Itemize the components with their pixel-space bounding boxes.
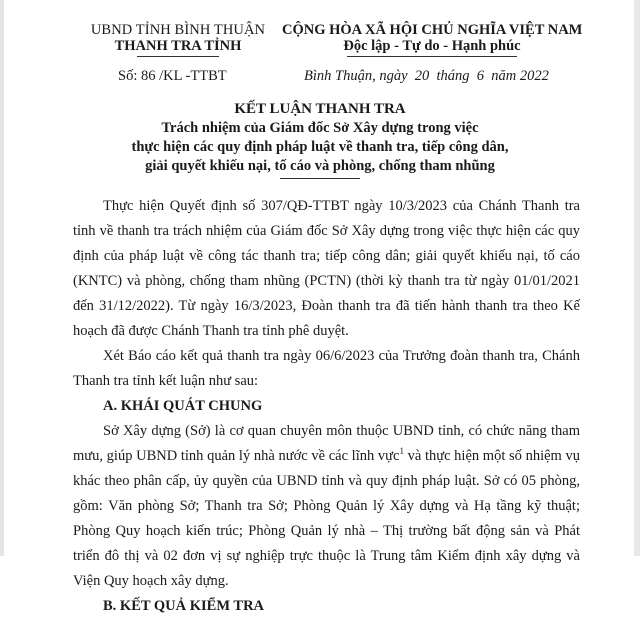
footnote-marker[interactable]: 1: [399, 446, 404, 457]
section-heading-b: B. KẾT QUẢ KIỂM TRA: [103, 598, 265, 614]
national-title: CỘNG HÒA XÃ HỘI CHỦ NGHĨA VIỆT NAM: [282, 22, 583, 38]
document-subtitle-line: Trách nhiệm của Giám đốc Sở Xây dựng trong việc: [161, 120, 479, 136]
header-left-underline: [137, 56, 219, 57]
section-heading-a: A. KHÁI QUÁT CHUNG: [103, 398, 263, 414]
body-paragraph: Xét Báo cáo kết quả thanh tra ngày 06/6/2023 của Trưởng đoàn thanh tra, Chánh Thanh tra tỉnh kết luận như sau:: [73, 348, 580, 389]
document-title: KẾT LUẬN THANH TRA: [234, 101, 406, 117]
document-subtitle-line: giải quyết khiếu nại, tố cáo và phòng, chống tham nhũng: [145, 158, 495, 174]
title-underline: [280, 178, 360, 179]
paragraph-text: Sở Xây dựng (Sở) là cơ quan chuyên môn thuộc UBND tỉnh, có chức năng tham mưu, giúp UBND tỉnh quản lý nhà nước về các lĩnh vực: [73, 423, 580, 464]
paragraph-text: và thực hiện một số nhiệm vụ khác theo phân cấp, ủy quyền của UBND tỉnh và quy định pháp luật. Sở có 05 phòng, gồm: Văn phòng Sở; Thanh tra Sở; Phòng Quản lý Xây dựng và Hạ tầng kỹ thuật; Phòng Quy hoạch kiến trúc; Phòng Quản lý nhà – Thị trường bất động sản và Phát triển đô thị và 02 đơn vị sự nghiệp trực thuộc là Trung tâm Kiểm định xây dựng và Viện Quy hoạch xây dựng.: [73, 448, 580, 589]
document-title-block: [60, 100, 580, 179]
national-header-block: [282, 22, 582, 57]
document-body: [73, 194, 580, 619]
organization-name: THANH TRA TỈNH: [114, 38, 242, 54]
document-subtitle-line: thực hiện các quy định pháp luật về thanh tra, tiếp công dân,: [131, 139, 509, 155]
document-number: Số: 86 /KL -TTBT: [118, 68, 227, 84]
body-paragraph: [73, 419, 580, 594]
header-right-underline: [347, 56, 517, 57]
issuing-authority-block: [78, 22, 278, 57]
body-paragraph: Thực hiện Quyết định số 307/QĐ-TTBT ngày 10/3/2023 của Chánh Thanh tra tỉnh về thanh tra trách nhiệm của Giám đốc Sở Xây dựng trong việc thực hiện các quy định của pháp luật về công tác thanh tra; tiếp công dân; giải quyết khiếu nại, tố cáo (KNTC) và phòng, chống tham nhũng (PCTN) (thời kỳ thanh tra từ ngày 01/01/2021 đến 31/12/2022). Từ ngày 16/3/2023, Đoàn thanh tra đã tiến hành thanh tra theo Kế hoạch đã được Chánh Thanh tra tỉnh phê duyệt.: [73, 198, 580, 339]
parent-organization: UBND TỈNH BÌNH THUẬN: [90, 22, 266, 38]
place-date-line: Bình Thuận, ngày 20 tháng 6 năm 2022: [304, 68, 549, 84]
national-motto: Độc lập - Tự do - Hạnh phúc: [343, 38, 521, 54]
